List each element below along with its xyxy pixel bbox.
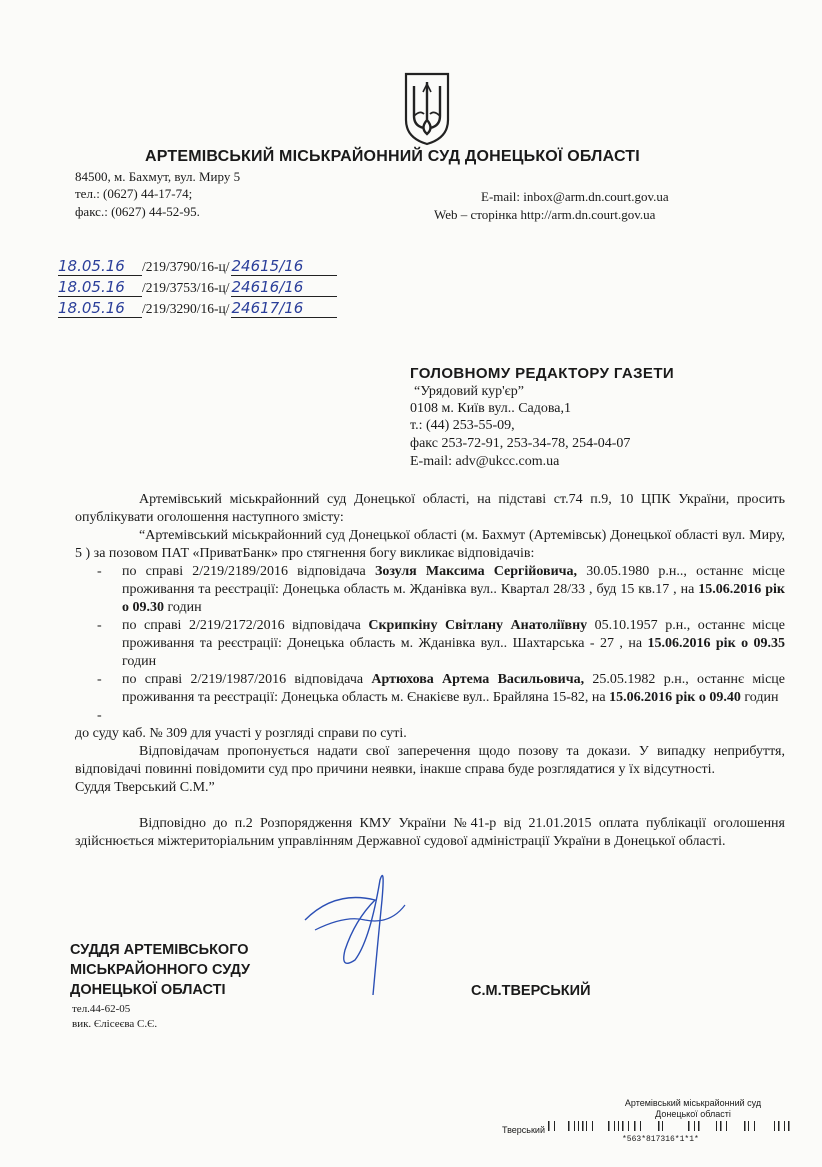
barcode-code: *563*817316*1*1*: [622, 1135, 699, 1144]
request-paragraph: Артемівський міськрайонний суд Донецької області, на підставі ст.74 п.9, 10 ЦПК України, просить опублікувати оголошення наступного змісту:: [75, 492, 785, 525]
case-item: - по справі 2/219/2172/2016 відповідача Скрипкіну Світлану Анатоліївну 05.10.1957 р.н., останнє місце проживання та реєстрації: Донецька область м. Жданівка вул.. Шахтарська - 27 , на 15.06.2016 рік о 09.35 годин: [97, 618, 785, 669]
contact-phone: тел.44-62-05: [72, 1003, 131, 1015]
court-address: 84500, м. Бахмут, вул. Миру 5: [75, 169, 241, 184]
letter-body: [75, 491, 785, 851]
court-fax: факс.: (0627) 44-52-95.: [75, 204, 200, 219]
recipient-email: E-mail: adv@ukcc.com.ua: [410, 454, 560, 469]
outgoing-ref: 18.05.16 /219/3753/16-ц/ 24616/16: [58, 278, 337, 297]
registration-stamp: Артемівський міськрайонний суд Донецької області: [624, 1098, 762, 1119]
recipient-newspaper: “Урядовий кур'єр”: [414, 384, 524, 399]
judge-position: СУДДЯ АРТЕМІВСЬКОГО МІСЬКРАЙОННОГО СУДУ ДОНЕЦЬКОЇ ОБЛАСТІ: [70, 942, 251, 998]
case-item: - по справі 2/219/2189/2016 відповідача Зозуля Максима Сергійовича, 30.05.1980 р.н.., останнє місце проживання та реєстрації: Донецька область м. Жданівка вул.. Квартал 28/33 , буд 15 кв.17 , на 15.06.2016 рік о 09.30 годин: [97, 564, 786, 615]
defendants-note: Відповідачам пропонується надати свої заперечення щодо позову та докази. У випадку неприбуття, відповідачі повинні повідомити суд про причини неявки, інакше справа буде розглядатися у їх відсутності.Суддя Тверський С.М.”: [75, 744, 785, 795]
coat-of-arms-icon: [402, 70, 452, 146]
recipient-title: ГОЛОВНОМУ РЕДАКТОРУ ГАЗЕТИ: [410, 365, 675, 382]
executor: вик. Єлісеєва С.Є.: [72, 1018, 158, 1030]
court-name: АРТЕМІВСЬКИЙ МІСЬКРАЙОННИЙ СУД ДОНЕЦЬКОЇ ОБЛАСТІ: [145, 148, 640, 165]
empty-item: -: [97, 708, 102, 723]
notice-intro: “Артемівський міськрайонний суд Донецької області (м. Бахмут (Артемівськ) Донецької області вул. Миру, 5 ) за позовом ПАТ «ПриватБанк» про стягнення богу викликає відповідачів:: [75, 528, 785, 561]
recipient-address: 0108 м. Київ вул.. Садова,1: [410, 401, 572, 416]
outgoing-ref: 18.05.16 /219/3790/16-ц/ 24615/16: [58, 257, 337, 276]
court-website: Web – сторінка http://arm.dn.court.gov.ua: [434, 207, 656, 222]
judge-name: С.М.ТВЕРСЬКИЙ: [471, 983, 591, 999]
handwritten-signature: [285, 860, 435, 1000]
recipient-phone: т.: (44) 253-55-09,: [410, 418, 515, 433]
payment-note: Відповідно до п.2 Розпорядження КМУ України №41-р від 21.01.2015 оплата публікації оголошення здійснюється міжтериторіальним управлінням Державної судової адміністрації України в Донецької області.: [75, 816, 785, 849]
court-phone: тел.: (0627) 44-17-74;: [75, 186, 193, 201]
barcode-icon: [548, 1121, 793, 1135]
room-line: до суду каб. № 309 для участі у розгляді справи по суті.: [75, 726, 407, 741]
outgoing-ref: 18.05.16 /219/3290/16-ц/ 24617/16: [58, 299, 337, 318]
recipient-fax: факс 253-72-91, 253-34-78, 254-04-07: [410, 436, 631, 451]
court-email: E-mail: inbox@arm.dn.court.gov.ua: [481, 189, 669, 204]
stamp-judge: Тверський: [502, 1125, 545, 1135]
case-item: - по справі 2/219/1987/2016 відповідача Артюхова Артема Васильовича, 25.05.1982 р.н., останнє місце проживання та реєстрації: Донецька область м. Єнакієве вул.. Брайляна 15-82, на 15.06.2016 рік о 09.40 годин: [97, 672, 785, 705]
